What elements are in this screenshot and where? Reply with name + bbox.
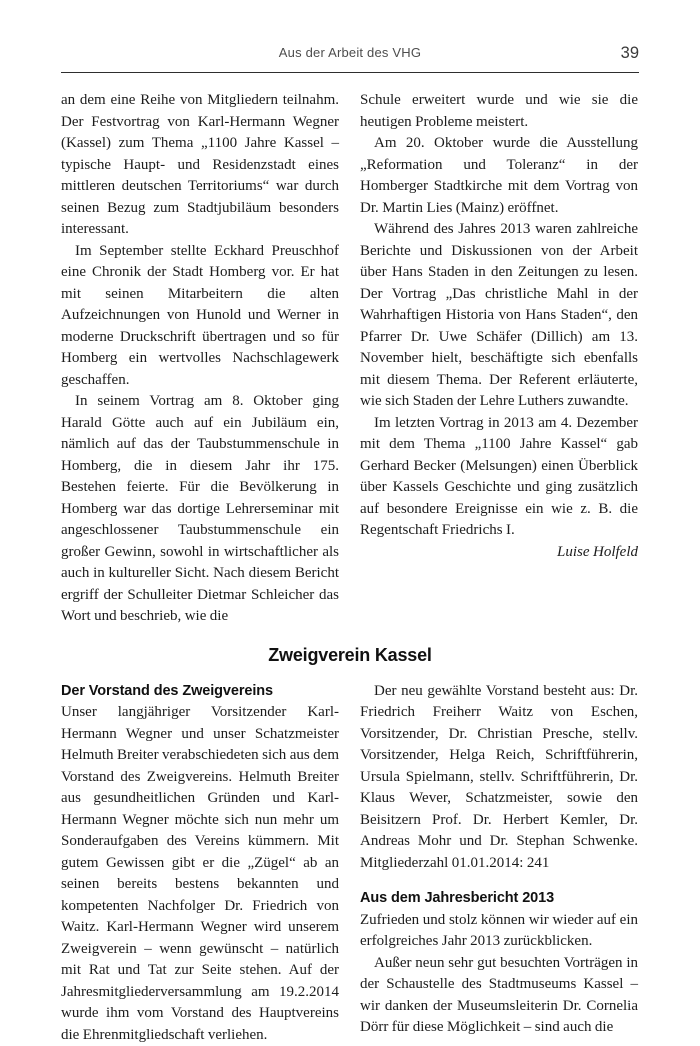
body-paragraph: Am 20. Oktober wurde die Ausstellung „Reformation und Toleranz“ in der Homberger Stadtkirche mit dem Vortrag von Dr. Martin Lies (Mainz) eröffnet. <box>360 133 638 219</box>
section-heading: Zweigverein Kassel <box>61 645 639 666</box>
body-paragraph: In seinem Vortrag am 8. Oktober ging Harald Götte auch auf ein Jubiläum ein, nämlich auf das der Taubstummenschule in Homberg, die in diesem Jahr ihr 175. Bestehen feierte. Für die Bevölkerung in Homberg war das dortige Lehrerseminar mit angeschlossener Taubstummenschule ein großer Gewinn, sowohl in wirtschaftlicher als auch in kultureller Sicht. Nach diesem Bericht ergriff der Schulleiter Dietmar Schleicher das Wort und beschrieb, wie die <box>61 391 339 628</box>
article-2 <box>61 681 639 1046</box>
right-column <box>360 681 638 1046</box>
left-column <box>61 681 339 1046</box>
running-head <box>61 42 639 64</box>
page-number: 39 <box>621 42 639 64</box>
left-column <box>61 90 339 628</box>
body-paragraph: an dem eine Reihe von Mitgliedern teilnahm. Der Festvortrag von Karl-Hermann Wegner (Kassel) zum Thema „1100 Jahre Kassel – typische Haupt- und Residenzstadt eines mittleren deutschen Territoriums“ war durch seinen Bezug zum Stadtjubiläum besonders interessant. <box>61 90 339 241</box>
running-head-title: Aus der Arbeit des VHG <box>61 42 639 64</box>
subheading-vorstand: Der Vorstand des Zweigvereins <box>61 681 339 703</box>
article-1 <box>61 90 639 628</box>
body-paragraph: Außer neun sehr gut besuchten Vorträgen in der Schaustelle des Stadtmuseums Kassel – wir danken der Museumsleiterin Dr. Cornelia Dörr für diese Möglichkeit – sind auch die <box>360 953 638 1039</box>
body-paragraph: Während des Jahres 2013 waren zahlreiche Berichte und Diskussionen von der Arbeit über Hans Staden in den Zeitungen zu lesen. Der Vortrag „Das christliche Mahl in der Wahrhaftigen Historia von Hans Staden“, den Pfarrer Dr. Uwe Schäfer (Dillich) am 13. November hielt, beschäftigte sich ebenfalls mit diesem Thema. Der Referent erläuterte, wie sich Staden der Lehre Luthers zuwandte. <box>360 219 638 413</box>
right-column <box>360 90 638 628</box>
body-paragraph: Der neu gewählte Vorstand besteht aus: Dr. Friedrich Freiherr Waitz von Eschen, Vorsitzender, Dr. Christian Presche, stellv. Vorsitzender, Helga Reich, Schriftführerin, Ursula Spielmann, stellv. Schriftführerin, Dr. Klaus Wever, Schatzmeister, sowie den Beisitzern Prof. Dr. Herbert Kemler, Dr. Andreas Mohr und Dr. Stephan Schwenke. Mitgliederzahl 01.01.2014: 241 <box>360 681 638 875</box>
body-paragraph: Zufrieden und stolz können wir wieder auf ein erfolgreiches Jahr 2013 zurückblicken. <box>360 910 638 953</box>
body-paragraph: Im September stellte Eckhard Preuschhof eine Chronik der Stadt Homberg vor. Er hat mit seinen Mitarbeitern die alten Aufzeichnungen von Hunold und Werner in moderne Druckschrift übertragen und so für Homberg ein wertvolles Nachschlagewerk geschaffen. <box>61 241 339 392</box>
author-signature: Luise Holfeld <box>360 542 638 564</box>
body-paragraph: Schule erweitert wurde und wie sie die heutigen Probleme meistert. <box>360 90 638 133</box>
body-paragraph: Unser langjähriger Vorsitzender Karl-Hermann Wegner und unser Schatzmeister Helmuth Breiter verabschiedeten sich aus dem Vorstand des Zweigvereins. Helmuth Breiter aus gesundheitlichen Gründen und Karl-Hermann Wegner möchte sich nun mehr um Sonderaufgaben des Vereins kümmern. Mit gutem Gewissen gibt er die „Zügel“ ab an seinen bereits bestens bekannten und kompetenten Nachfolger Dr. Friedrich von Waitz. Karl-Hermann Wegner wird unserem Zweigverein – wenn gewünscht – natürlich mit Rat und Tat zur Seite stehen. Auf der Jahresmitgliederversammlung am 19.2.2014 wurde ihm vom Vorstand des Hauptvereins die Ehrenmitgliedschaft verliehen. <box>61 702 339 1046</box>
header-rule <box>61 72 639 73</box>
subheading-jahresbericht: Aus dem Jahresbericht 2013 <box>360 888 638 910</box>
body-paragraph: Im letzten Vortrag in 2013 am 4. Dezember mit dem Thema „1100 Jahre Kassel“ gab Gerhard Becker (Melsungen) einen Überblick über Kassels Geschichte und ging zusätzlich auf besondere Ereignisse ein wie z. B. die Regentschaft Friedrichs I. <box>360 413 638 542</box>
